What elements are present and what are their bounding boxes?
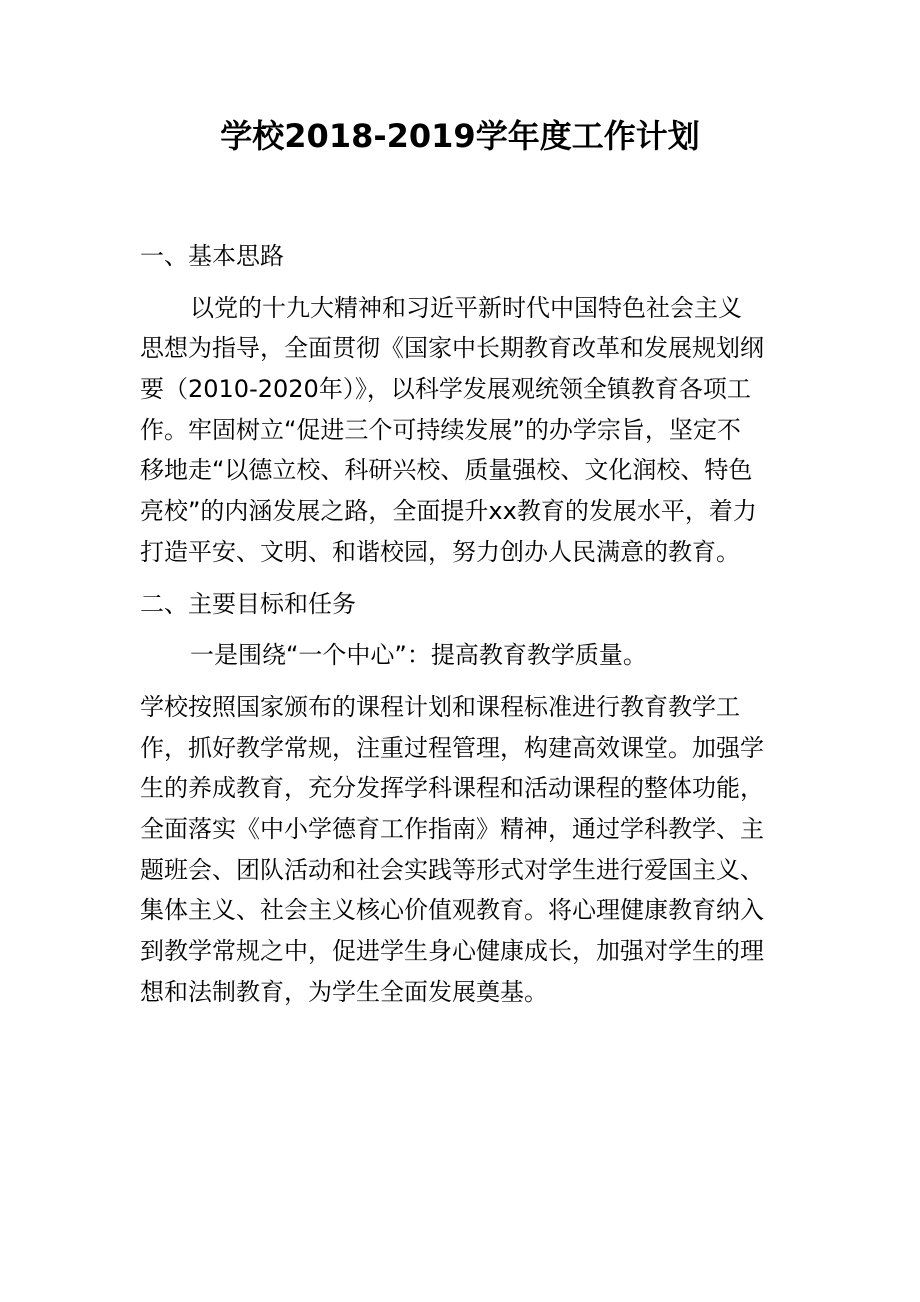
section-heading-goals-tasks: 二、主要目标和任务: [140, 589, 356, 618]
paragraph-line: 想和法制教育，为学生全面发展奠基。: [140, 977, 548, 1006]
paragraph-line: 作，抓好教学常规，注重过程管理，构建高效课堂。加强学: [140, 733, 764, 762]
paragraph-line: 生的养成教育，充分发挥学科课程和活动课程的整体功能，: [140, 774, 764, 803]
paragraph-line: 题班会、团队活动和社会实践等形式对学生进行爱国主义、: [140, 855, 764, 884]
paragraph-line: 全面落实《中小学德育工作指南》精神，通过学科教学、主: [140, 814, 764, 843]
paragraph-line: 以党的十九大精神和习近平新时代中国特色社会主义: [190, 293, 742, 322]
paragraph-line: 作。牢固树立“促进三个可持续发展”的办学宗旨，坚定不: [140, 415, 741, 444]
paragraph-line: 思想为指导，全面贯彻《国家中长期教育改革和发展规划纲: [140, 334, 764, 363]
paragraph-line: 亮校”的内涵发展之路，全面提升xx教育的发展水平，着力: [140, 497, 757, 526]
paragraph-line: 要（2010-2020年）》，以科学发展观统领全镇教育各项工: [140, 375, 751, 404]
subheading-one-center: 一是围绕“一个中心”：提高教育教学质量。: [190, 641, 647, 670]
document-title: 学校2018-2019学年度工作计划: [220, 117, 700, 155]
paragraph-line: 集体主义、社会主义核心价值观教育。将心理健康教育纳入: [140, 896, 764, 925]
paragraph-line: 到教学常规之中，促进学生身心健康成长，加强对学生的理: [140, 937, 764, 965]
paragraph-line: 打造平安、文明、和谐校园，努力创办人民满意的教育。: [140, 537, 740, 566]
paragraph-line: 移地走“以德立校、科研兴校、质量强校、文化润校、特色: [140, 456, 753, 485]
paragraph-line: 学校按照国家颁布的课程计划和课程标准进行教育教学工: [140, 692, 740, 721]
document-body: [140, 236, 786, 1012]
section-heading-basic-ideas: 一、基本思路: [140, 242, 284, 270]
